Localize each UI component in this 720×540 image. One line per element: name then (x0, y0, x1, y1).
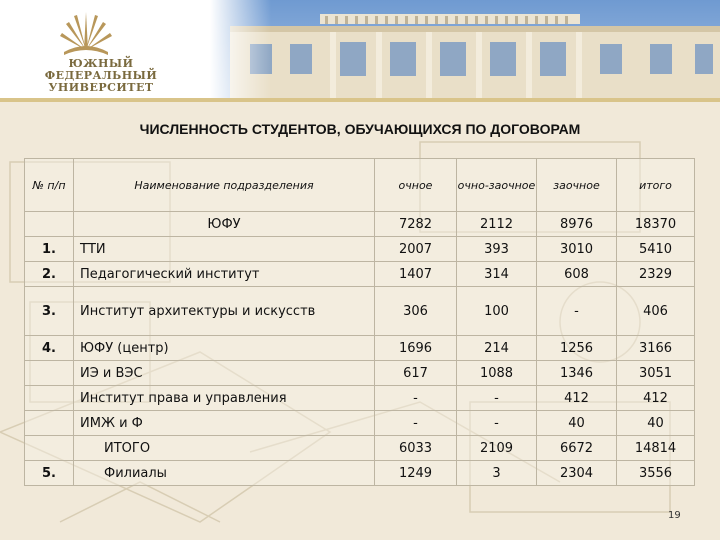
row-num: 1. (25, 237, 74, 262)
row-part-time: 314 (457, 262, 537, 287)
row-name: ЮФУ (центр) (74, 336, 375, 361)
table-row (25, 386, 695, 411)
table-row (25, 361, 695, 386)
row-total: 412 (617, 386, 695, 411)
row-full-time: 1249 (375, 461, 457, 486)
table-header-row (25, 159, 695, 212)
table-row (25, 336, 695, 361)
row-num: 3. (25, 287, 74, 336)
page-number: 19 (668, 510, 681, 521)
row-part-time: 214 (457, 336, 537, 361)
row-part-time: - (457, 411, 537, 436)
header-full-time: очное (375, 159, 457, 212)
table-row (25, 212, 695, 237)
table-row (25, 262, 695, 287)
row-total: 18370 (617, 212, 695, 237)
row-extramural: 1256 (537, 336, 617, 361)
row-part-time: 100 (457, 287, 537, 336)
row-full-time: 1407 (375, 262, 457, 287)
students-table (24, 158, 695, 486)
row-extramural: - (537, 287, 617, 336)
university-logo-text (36, 58, 166, 94)
table-row (25, 436, 695, 461)
table-row (25, 411, 695, 436)
table-row (25, 287, 695, 336)
row-extramural: 8976 (537, 212, 617, 237)
row-full-time: 7282 (375, 212, 457, 237)
row-extramural: 3010 (537, 237, 617, 262)
row-full-time: - (375, 386, 457, 411)
row-num (25, 411, 74, 436)
row-name: Педагогический институт (74, 262, 375, 287)
row-extramural: 412 (537, 386, 617, 411)
row-num (25, 386, 74, 411)
row-num: 4. (25, 336, 74, 361)
table-row (25, 237, 695, 262)
header-extramural: заочное (537, 159, 617, 212)
header-part-time: очно-заочное (457, 159, 537, 212)
logo-line: ЮЖНЫЙ (68, 57, 134, 70)
row-extramural: 6672 (537, 436, 617, 461)
row-total: 5410 (617, 237, 695, 262)
university-emblem-icon (58, 10, 114, 58)
row-total: 40 (617, 411, 695, 436)
row-total: 406 (617, 287, 695, 336)
row-name: ЮФУ (74, 212, 375, 237)
row-part-time: - (457, 386, 537, 411)
row-num: 2. (25, 262, 74, 287)
row-full-time: - (375, 411, 457, 436)
row-part-time: 3 (457, 461, 537, 486)
row-num (25, 212, 74, 237)
row-part-time: 393 (457, 237, 537, 262)
logo-line: УНИВЕРСИТЕТ (48, 81, 154, 94)
row-full-time: 6033 (375, 436, 457, 461)
row-extramural: 608 (537, 262, 617, 287)
row-part-time: 2112 (457, 212, 537, 237)
row-extramural: 1346 (537, 361, 617, 386)
row-full-time: 306 (375, 287, 457, 336)
row-name: Институт архитектуры и искусств (74, 287, 375, 336)
row-total: 3556 (617, 461, 695, 486)
row-name: ИТОГО (74, 436, 375, 461)
row-part-time: 1088 (457, 361, 537, 386)
row-total: 3051 (617, 361, 695, 386)
row-name: Институт права и управления (74, 386, 375, 411)
logo-line: ФЕДЕРАЛЬНЫЙ (44, 69, 158, 82)
header (0, 0, 720, 100)
table-row (25, 461, 695, 486)
page-title: ЧИСЛЕННОСТЬ СТУДЕНТОВ, ОБУЧАЮЩИХСЯ ПО ДОГОВОРАМ (139, 121, 581, 137)
building-photo (210, 0, 720, 100)
row-full-time: 617 (375, 361, 457, 386)
row-num (25, 436, 74, 461)
row-total: 14814 (617, 436, 695, 461)
header-total: итого (617, 159, 695, 212)
row-full-time: 2007 (375, 237, 457, 262)
row-total: 2329 (617, 262, 695, 287)
row-name: Филиалы (74, 461, 375, 486)
row-name: ИЭ и ВЭС (74, 361, 375, 386)
row-name: ТТИ (74, 237, 375, 262)
row-part-time: 2109 (457, 436, 537, 461)
row-name: ИМЖ и Ф (74, 411, 375, 436)
header-name: Наименование подразделения (74, 159, 375, 212)
row-total: 3166 (617, 336, 695, 361)
row-num (25, 361, 74, 386)
row-num: 5. (25, 461, 74, 486)
header-num: № п/п (25, 159, 74, 212)
row-full-time: 1696 (375, 336, 457, 361)
row-extramural: 40 (537, 411, 617, 436)
row-extramural: 2304 (537, 461, 617, 486)
